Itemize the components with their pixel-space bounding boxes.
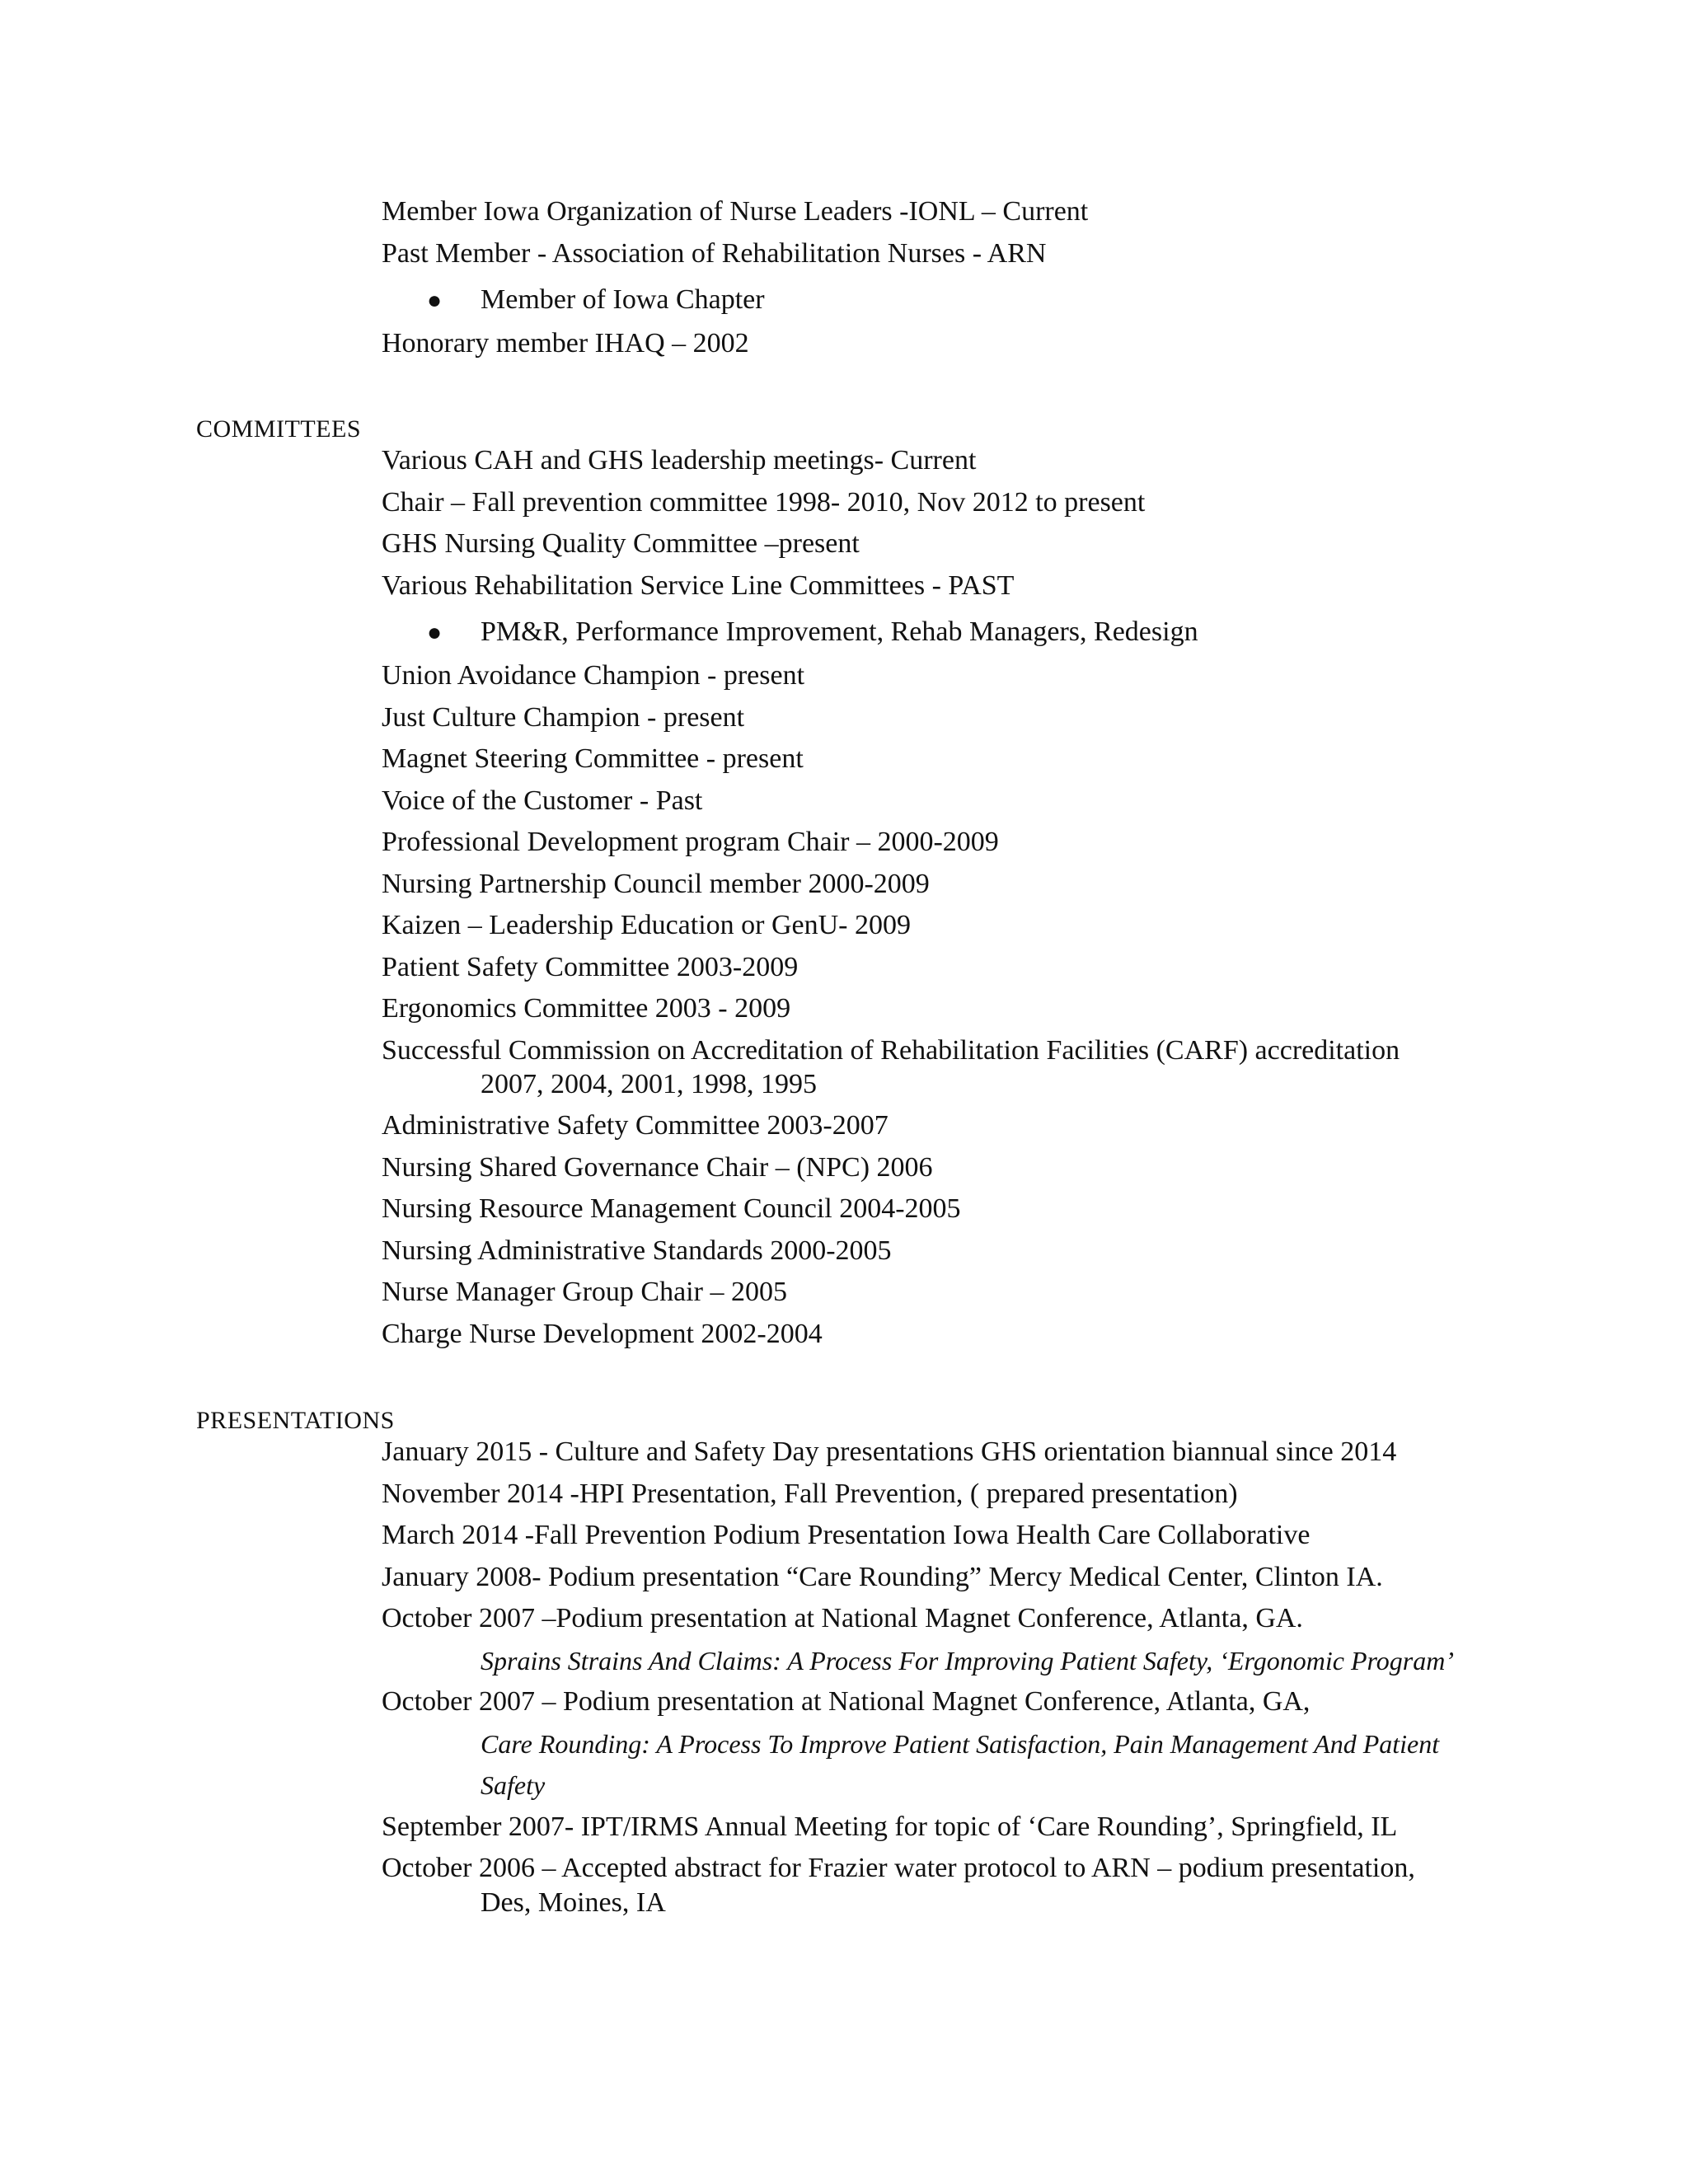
committee-item: Just Culture Champion - present (382, 702, 745, 733)
presentation-item: March 2014 -Fall Prevention Podium Presentation Iowa Health Care Collaborative (382, 1520, 1311, 1550)
committee-item: Kaizen – Leadership Education or GenU- 2009 (382, 910, 911, 940)
committee-item: Successful Commission on Accreditation of Rehabilitation Facilities (CARF) accreditation (382, 1035, 1400, 1066)
presentation-item: September 2007- IPT/IRMS Annual Meeting for topic of ‘Care Rounding’, Springfield, IL (382, 1811, 1398, 1842)
committee-item: Ergonomics Committee 2003 - 2009 (382, 993, 791, 1024)
membership-ihaq: Honorary member IHAQ – 2002 (382, 328, 749, 359)
presentation-item: October 2007 – Podium presentation at National Magnet Conference, Atlanta, GA, (382, 1686, 1311, 1717)
committee-item: Patient Safety Committee 2003-2009 (382, 952, 799, 982)
bullet-text: PM&R, Performance Improvement, Rehab Managers, Redesign (481, 616, 1198, 647)
committee-item: Charge Nurse Development 2002-2004 (382, 1319, 823, 1349)
presentations-heading: PRESENTATIONS (196, 1407, 395, 1434)
committee-item: Chair – Fall prevention committee 1998- 2010, Nov 2012 to present (382, 487, 1146, 518)
presentation-item: November 2014 -HPI Presentation, Fall Prevention, ( prepared presentation) (382, 1479, 1238, 1509)
committee-item: Nurse Manager Group Chair – 2005 (382, 1277, 787, 1307)
committee-item: Union Avoidance Champion - present (382, 660, 805, 691)
presentation-title-italic: Sprains Strains And Claims: A Process For Improving Patient Safety, ‘Ergonomic Program’ (481, 1646, 1454, 1675)
committee-item: Voice of the Customer - Past (382, 785, 703, 816)
membership-ionl: Member Iowa Organization of Nurse Leaders -IONL – Current (382, 196, 1089, 227)
committee-item: GHS Nursing Quality Committee –present (382, 528, 860, 559)
presentation-item: October 2006 – Accepted abstract for Frazier water protocol to ARN – podium presentation, (382, 1853, 1415, 1883)
bullet-icon: ● (427, 619, 443, 646)
committee-item: Professional Development program Chair – 2000-2009 (382, 827, 999, 857)
committee-item: Various CAH and GHS leadership meetings- Current (382, 445, 977, 476)
committee-item: Various Rehabilitation Service Line Committees - PAST (382, 570, 1015, 601)
presentation-item: January 2015 - Culture and Safety Day presentations GHS orientation biannual since 2014 (382, 1436, 1397, 1467)
committee-item: Administrative Safety Committee 2003-2007 (382, 1110, 889, 1141)
committees-heading: COMMITTEES (196, 415, 361, 443)
bullet-icon: ● (427, 287, 443, 314)
presentation-item-continued: Des, Moines, IA (481, 1887, 666, 1918)
committee-item: Magnet Steering Committee - present (382, 743, 804, 774)
committee-item: Nursing Partnership Council member 2000-2009 (382, 869, 930, 899)
committee-item: Nursing Administrative Standards 2000-2005 (382, 1235, 892, 1266)
committee-bullet (427, 616, 1198, 649)
committee-item: Nursing Shared Governance Chair – (NPC) 2006 (382, 1152, 933, 1183)
membership-arn: Past Member - Association of Rehabilitation Nurses - ARN (382, 238, 1047, 269)
committee-item-continued: 2007, 2004, 2001, 1998, 1995 (481, 1069, 817, 1099)
membership-arn-bullet (427, 284, 765, 317)
committee-item: Nursing Resource Management Council 2004-2005 (382, 1193, 961, 1224)
presentation-item: October 2007 –Podium presentation at National Magnet Conference, Atlanta, GA. (382, 1603, 1303, 1633)
presentation-title-italic: Care Rounding: A Process To Improve Patient Satisfaction, Pain Management And Patient (481, 1729, 1440, 1759)
bullet-text: Member of Iowa Chapter (481, 284, 765, 315)
presentation-title-italic: Safety (481, 1770, 546, 1800)
presentation-item: January 2008- Podium presentation “Care Rounding” Mercy Medical Center, Clinton IA. (382, 1562, 1383, 1592)
